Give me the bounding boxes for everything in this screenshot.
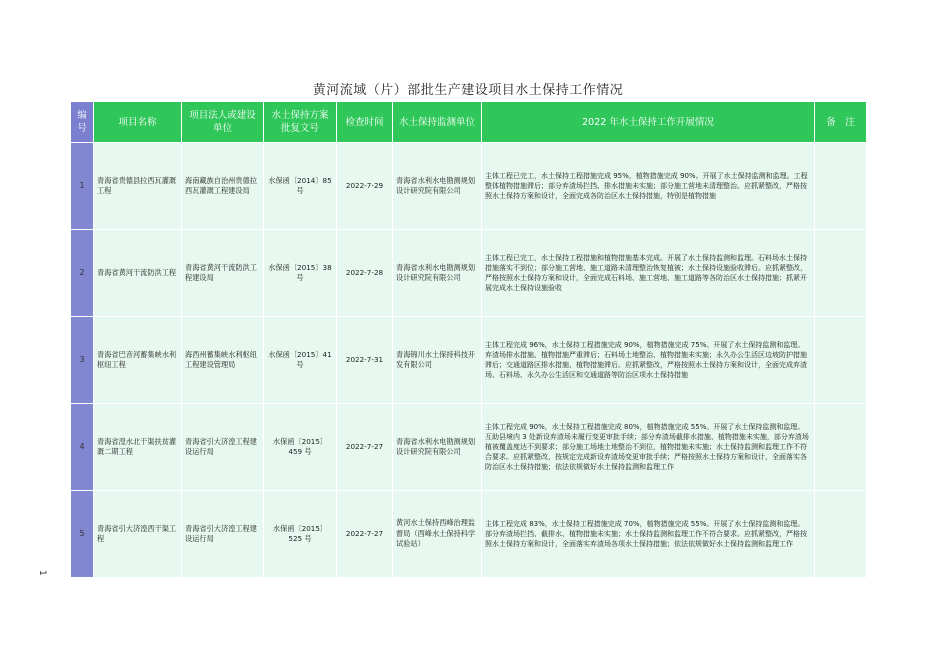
row-owner: 海南藏族自治州贵德拉西瓦灌溉工程建设局	[182, 143, 264, 230]
row-owner: 青海省黄河干流防洪工程建设局	[182, 230, 264, 317]
row-note	[815, 491, 867, 578]
row-approval: 水保函〔2015〕38 号	[264, 230, 337, 317]
row-monitor: 黄河水土保持西峰治理监督局（西峰水土保持科学试验站）	[393, 491, 482, 578]
row-project-name: 青海省湟水北干渠扶贫灌溉二期工程	[94, 404, 182, 491]
row-monitor: 青海省水利水电勘测规划设计研究院有限公司	[393, 404, 482, 491]
row-date: 2022-7-29	[337, 143, 393, 230]
row-monitor: 青海锦川水土保持科技开发有限公司	[393, 317, 482, 404]
row-status: 主体工程已完工，水土保持工程措施和植物措施基本完成。开展了水土保持监测和监理。石料场水土保持措施落实不到位；部分施工营地、施工道路未清理整治恢复植被；水土保持设施验收滞后。应抓紧整改，严格按照水土保持方案和设计，全面完成石料场、施工营地、施工道路等各防治区水土保持措施；抓紧开展完成水土保持设施验收	[482, 230, 815, 317]
row-monitor: 青海省水利水电勘测规划设计研究院有限公司	[393, 230, 482, 317]
row-index: 4	[71, 404, 94, 491]
page-number: 1	[37, 570, 47, 576]
row-owner: 青海省引大济湟工程建设运行局	[182, 404, 264, 491]
row-note	[815, 143, 867, 230]
header-index: 编号	[71, 102, 94, 143]
row-note	[815, 230, 867, 317]
row-approval: 水保函〔2015〕459 号	[264, 404, 337, 491]
table-row	[71, 404, 867, 491]
table-row	[71, 230, 867, 317]
project-table	[70, 101, 867, 578]
header-owner: 项目法人或建设单位	[182, 102, 264, 143]
header-status: 2022 年水土保持工作开展情况	[482, 102, 815, 143]
row-project-name: 青海省引大济湟西干渠工程	[94, 491, 182, 578]
table-header-row	[71, 102, 867, 143]
row-owner: 海西州蓄集峡水利枢纽工程建设管理局	[182, 317, 264, 404]
row-owner: 青海省引大济湟工程建设运行局	[182, 491, 264, 578]
row-monitor: 青海省水利水电勘测规划设计研究院有限公司	[393, 143, 482, 230]
header-approval: 水土保持方案批复文号	[264, 102, 337, 143]
row-status: 主体工程完成 96%，水土保持工程措施完成 90%，植物措施完成 75%。开展了水土保持监测和监理。弃渣场排水措施、植物措施严重滞后；石料场土地整治、植物措施未实施；永久办公生活区边坡防护措施滞后；交通道路区排水措施、植物措施滞后。应抓紧整改，严格按照水土保持方案和设计，全面完成弃渣场、石料场、永久办公生活区和交通道路等防治区项水土保持措施	[482, 317, 815, 404]
row-note	[815, 317, 867, 404]
row-approval: 水保函〔2015〕41 号	[264, 317, 337, 404]
row-date: 2022-7-28	[337, 230, 393, 317]
row-date: 2022-7-27	[337, 491, 393, 578]
row-project-name: 青海省巴音河蓄集峡水利枢纽工程	[94, 317, 182, 404]
row-index: 2	[71, 230, 94, 317]
row-status: 主体工程完成 90%，水土保持工程措施完成 80%，植物措施完成 55%。开展了水土保持监测和监理。互助县境内 3 处新设弃渣场未履行变更审批手续；部分弃渣场截排水措施、植物措施未实施，部分弃渣场植被覆盖度达不到要求；部分施工场地土地整治不到位，植物措施未实施；水土保持监测和监理工作不符合要求。应抓紧整改，按规定完成新设弃渣场变更审批手续；严格按照水土保持方案和设计，全面落实各防治区水土保持措施；依法依规做好水土保持监测和监理工作	[482, 404, 815, 491]
header-project-name: 项目名称	[94, 102, 182, 143]
row-index: 5	[71, 491, 94, 578]
document-title: 黄河流域（片）部批生产建设项目水土保持工作情况	[312, 83, 624, 98]
row-approval: 水保函〔2015〕525 号	[264, 491, 337, 578]
row-note	[815, 404, 867, 491]
header-monitor: 水土保持监测单位	[393, 102, 482, 143]
table-row	[71, 143, 867, 230]
row-project-name: 青海省黄河干流防洪工程	[94, 230, 182, 317]
row-status: 主体工程完成 83%，水土保持工程措施完成 70%，植物措施完成 55%。开展了水土保持监测和监理。部分弃渣场拦挡、截排水、植物措施未实施；水土保持监测和监理工作不符合要求。应抓紧整改，严格按照水土保持方案和设计，全面落实弃渣场各项水土保持措施；依法依规做好水土保持监测和监理工作	[482, 491, 815, 578]
row-project-name: 青海省贵德县拉西瓦灌溉工程	[94, 143, 182, 230]
row-date: 2022-7-27	[337, 404, 393, 491]
header-date: 检查时间	[337, 102, 393, 143]
table-row	[71, 317, 867, 404]
row-status: 主体工程已完工，水土保持工程措施完成 95%，植物措施完成 90%。开展了水土保持监测和监理。工程整体植物措施滞后；部分弃渣场拦挡、排水措施未实施；部分施工营地未清理整治。应抓紧整改，严格按照水土保持方案和设计，全面完成各防治区水土保持措施，特别是植物措施	[482, 143, 815, 230]
row-date: 2022-7-31	[337, 317, 393, 404]
row-approval: 水保函〔2014〕85 号	[264, 143, 337, 230]
table-row	[71, 491, 867, 578]
row-index: 1	[71, 143, 94, 230]
row-index: 3	[71, 317, 94, 404]
header-note: 备 注	[815, 102, 867, 143]
